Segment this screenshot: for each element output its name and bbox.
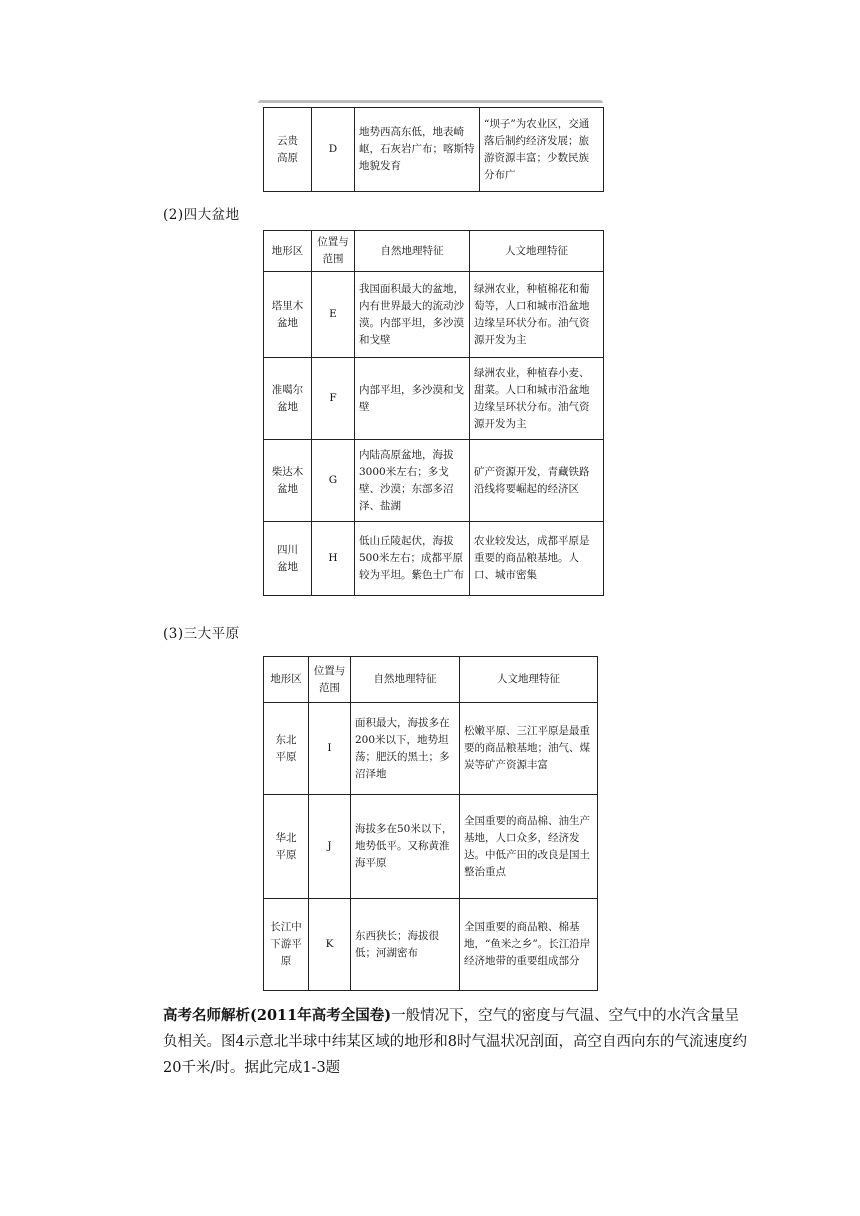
natural-cell: 地势西高东低，地表崎岖，石灰岩广布；喀斯特地貌发育 — [355, 108, 480, 192]
table-row — [264, 703, 598, 795]
natural-cell: 内陆高原盆地，海拔3000米左右；多戈壁、沙漠；东部多沼泽、盐湖 — [355, 440, 470, 522]
code-cell: J — [309, 795, 351, 899]
region-cell: 塔里木 盆地 — [264, 272, 312, 358]
region-cell: 四川 盆地 — [264, 522, 312, 596]
region-cell: 云贵 高原 — [264, 108, 312, 192]
table-row — [264, 272, 604, 358]
header-region: 地形区 — [264, 231, 312, 272]
question-paragraph — [163, 1003, 748, 1081]
natural-cell: 我国面积最大的盆地，内有世界最大的流动沙漠。内部平坦，多沙漠和戈壁 — [355, 272, 470, 358]
natural-cell: 低山丘陵起伏，海拔500米左右；成都平原较为平坦。紫色土广布 — [355, 522, 470, 596]
human-cell: 全国重要的商品粮、棉基地，“鱼米之乡”。长江沿岸经济地带的重要组成部分 — [460, 899, 598, 991]
table-row — [264, 899, 598, 991]
header-position: 位置与 范围 — [312, 231, 355, 272]
paragraph-lead: 高考名师解析(2011年高考全国卷) — [163, 1007, 392, 1024]
region-cell: 东北 平原 — [264, 703, 309, 795]
natural-cell: 面积最大，海拔多在200米以下，地势坦荡；肥沃的黑土；多沼泽地 — [351, 703, 460, 795]
table-header-row — [264, 231, 604, 272]
region-cell: 柴达木 盆地 — [264, 440, 312, 522]
table-row — [264, 795, 598, 899]
paragraph-text: 一般情况下，空气的密度与气温、空气中的水汽含量呈负相关。图4示意北半球中纬某区域的地形和8时气温状况剖面，高空自西向东的气流速度约20千米/时。据此完成1-3题 — [163, 1008, 747, 1076]
code-cell: F — [312, 358, 355, 440]
header-position: 位置与 范围 — [309, 657, 351, 703]
section-heading-basins: (2)四大盆地 — [163, 207, 240, 223]
human-cell: 矿产资源开发，青藏铁路沿线将要崛起的经济区 — [470, 440, 604, 522]
code-cell: H — [312, 522, 355, 596]
human-cell: 松嫩平原、三江平原是最重要的商品粮基地；油气、煤炭等矿产资源丰富 — [460, 703, 598, 795]
header-region: 地形区 — [264, 657, 309, 703]
table-row — [264, 440, 604, 522]
header-natural: 自然地理特征 — [351, 657, 460, 703]
code-cell: G — [312, 440, 355, 522]
header-human: 人文地理特征 — [470, 231, 604, 272]
human-cell: 绿洲农业，种植春小麦、甜菜。人口和城市沿盆地边缘呈环状分布。油气资源开发为主 — [470, 358, 604, 440]
natural-cell: 内部平坦，多沙漠和戈壁 — [355, 358, 470, 440]
header-natural: 自然地理特征 — [355, 231, 470, 272]
table-row — [264, 522, 604, 596]
basins-table — [263, 230, 604, 596]
table-row — [264, 358, 604, 440]
code-cell: K — [309, 899, 351, 991]
plateau-table-fragment — [263, 107, 604, 192]
header-human: 人文地理特征 — [460, 657, 598, 703]
human-cell: “坝子”为农业区，交通落后制约经济发展；旅游资源丰富；少数民族分布广 — [480, 108, 604, 192]
region-cell: 准噶尔 盆地 — [264, 358, 312, 440]
section-heading-plains: (3)三大平原 — [163, 626, 240, 642]
plains-table — [263, 656, 598, 991]
natural-cell: 东西狭长；海拔很低；河湖密布 — [351, 899, 460, 991]
code-cell: E — [312, 272, 355, 358]
table-header-row — [264, 657, 598, 703]
region-cell: 华北 平原 — [264, 795, 309, 899]
table-row — [264, 108, 604, 192]
code-cell: I — [309, 703, 351, 795]
region-cell: 长江中 下游平 原 — [264, 899, 309, 991]
human-cell: 绿洲农业，种植棉花和葡萄等，人口和城市沿盆地边缘呈环状分布。油气资源开发为主 — [470, 272, 604, 358]
human-cell: 全国重要的商品棉、油生产基地，人口众多，经济发达。中低产田的改良是国土整治重点 — [460, 795, 598, 899]
natural-cell: 海拔多在50米以下，地势低平。又称黄淮海平原 — [351, 795, 460, 899]
human-cell: 农业较发达，成都平原是重要的商品粮基地。人口、城市密集 — [470, 522, 604, 596]
code-cell: D — [312, 108, 355, 192]
